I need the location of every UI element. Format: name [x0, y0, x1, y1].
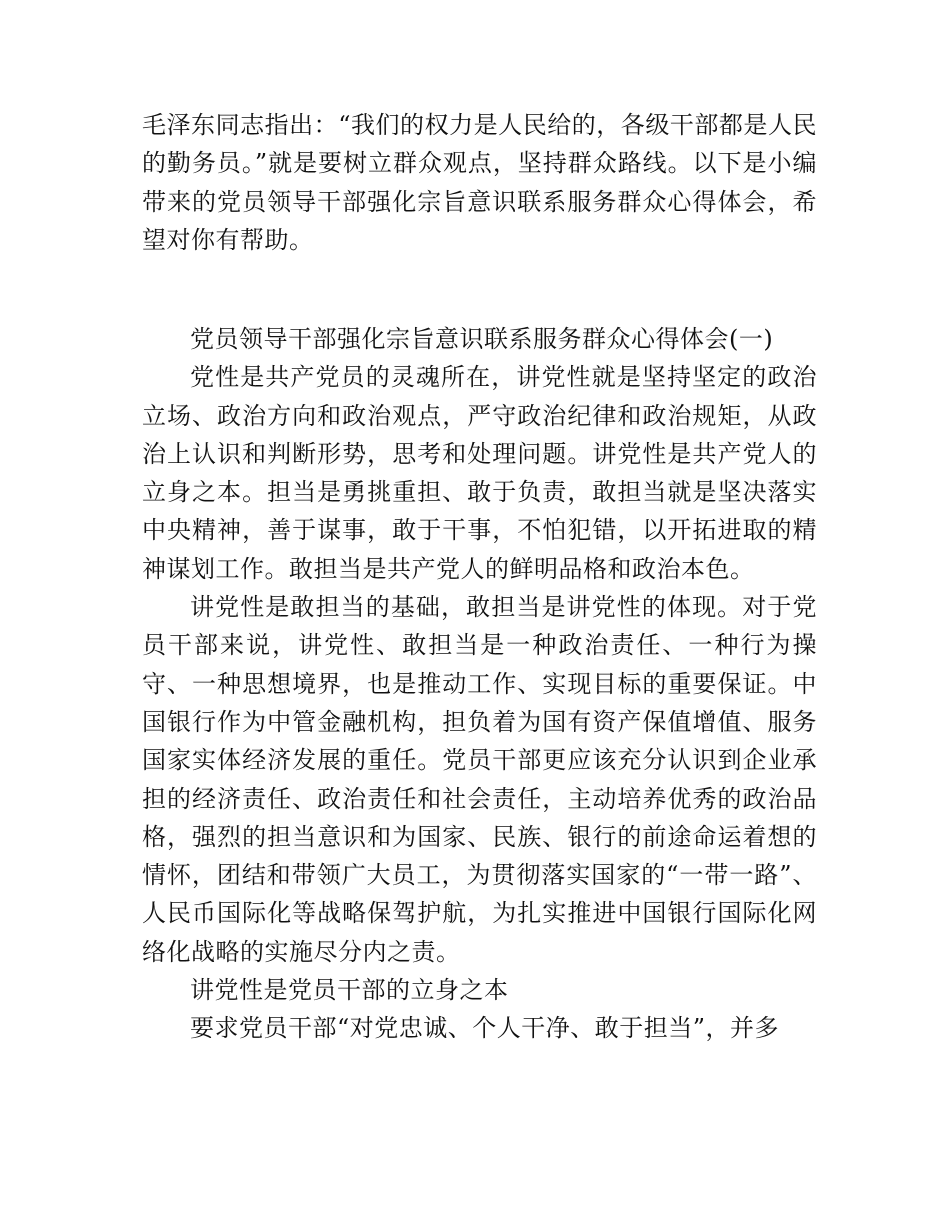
body-paragraph-3: 要求党员干部“对党忠诚、个人干净、敢于担当”，并多 — [190, 1014, 780, 1043]
section-title: 党员领导干部强化宗旨意识联系服务群众心得体会(一) — [190, 325, 774, 353]
article-body — [142, 320, 817, 1048]
body-subheading: 讲党性是党员干部的立身之本 — [190, 976, 509, 1005]
intro-section — [142, 106, 817, 259]
intro-paragraph: 毛泽东同志指出：“我们的权力是人民给的，各级干部都是人民的勤务员。”就是要树立群众观点，坚持群众路线。以下是小编带来的党员领导干部强化宗旨意识联系服务群众心得体会，希望对你有帮助。 — [142, 111, 817, 254]
body-paragraph-2: 讲党性是敢担当的基础，敢担当是讲党性的体现。对于党员干部来说，讲党性、敢担当是一种政治责任、一种行为操守、一种思想境界，也是推动工作、实现目标的重要保证。中国银行作为中管金融机构，担负着为国有资产保值增值、服务国家实体经济发展的重任。党员干部更应该充分认识到企业承担的经济责任、政治责任和社会责任，主动培养优秀的政治品格，强烈的担当意识和为国家、民族、银行的前途命运着想的情怀，团结和带领广大员工，为贯彻落实国家的“一带一路”、人民币国际化等战略保驾护航，为扎实推进中国银行国际化网络化战略的实施尽分内之责。 — [142, 593, 817, 966]
body-paragraph-1: 党性是共产党员的灵魂所在，讲党性就是坚持坚定的政治立场、政治方向和政治观点，严守政治纪律和政治规矩，从政治上认识和判断形势，思考和处理问题。讲党性是共产党人的立身之本。担当是勇挑重担、敢于负责，敢担当就是坚决落实中央精神，善于谋事，敢于干事，不怕犯错，以开拓进取的精神谋划工作。敢担当是共产党人的鲜明品格和政治本色。 — [142, 363, 817, 583]
